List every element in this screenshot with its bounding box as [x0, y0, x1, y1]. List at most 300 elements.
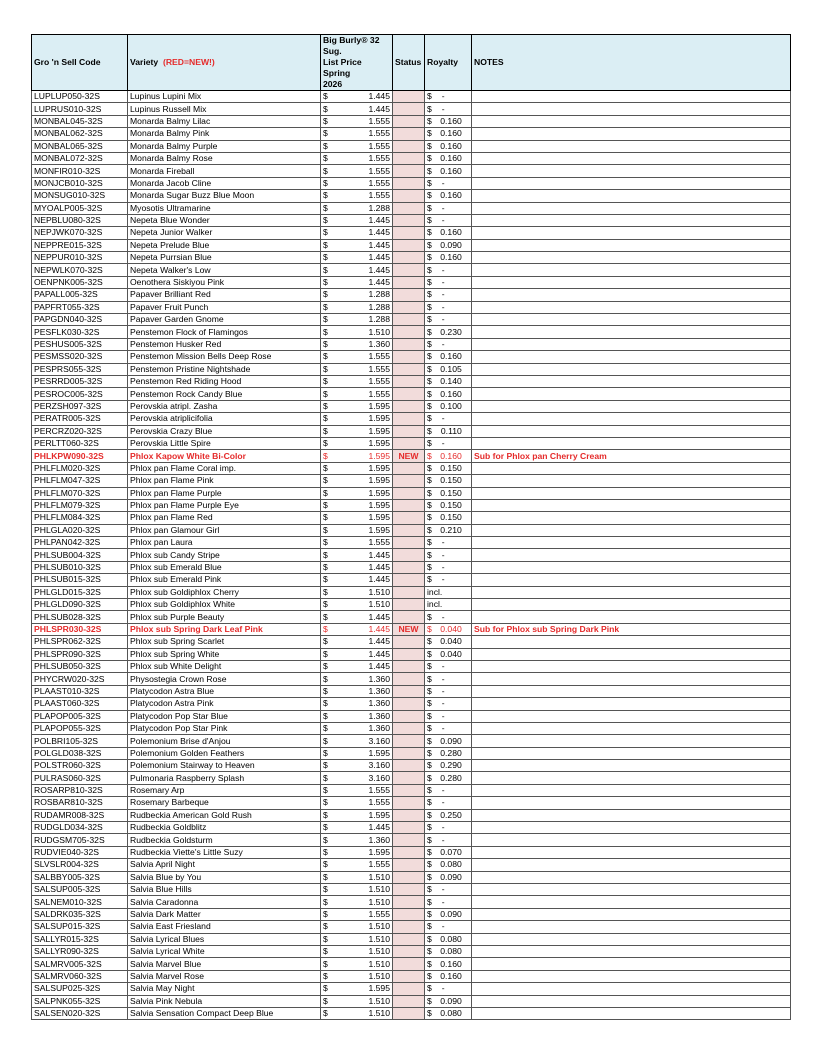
price-currency: $	[323, 946, 328, 957]
status-cell	[393, 140, 425, 152]
code-cell	[32, 537, 128, 549]
variety-text: Salvia May Night	[130, 983, 195, 994]
variety-cell	[128, 586, 321, 598]
code-cell	[32, 698, 128, 710]
price-cell	[321, 586, 393, 598]
code-cell	[32, 636, 128, 648]
code-cell	[32, 239, 128, 251]
royalty-cell	[425, 363, 472, 375]
variety-cell	[128, 772, 321, 784]
variety-text: Salvia Caradonna	[130, 896, 199, 907]
code-cell	[32, 264, 128, 276]
royalty-currency: $	[427, 252, 432, 263]
code-cell	[32, 561, 128, 573]
variety-cell	[128, 611, 321, 623]
variety-cell	[128, 660, 321, 672]
royalty-cell	[425, 561, 472, 573]
price-cell	[321, 648, 393, 660]
price-currency: $	[323, 500, 328, 511]
code-cell	[32, 648, 128, 660]
code-cell	[32, 214, 128, 226]
royalty-currency: $	[427, 834, 432, 845]
price-currency: $	[323, 462, 328, 473]
royalty-currency: $	[427, 549, 432, 560]
price-cell	[321, 970, 393, 982]
code-cell	[32, 945, 128, 957]
table-row	[32, 152, 791, 164]
price-cell	[321, 995, 393, 1007]
royalty-cell	[425, 239, 472, 251]
price-cell	[321, 921, 393, 933]
price-cell	[321, 896, 393, 908]
variety-cell	[128, 834, 321, 846]
notes-cell	[472, 784, 791, 796]
price-value: 1.510	[368, 933, 390, 944]
variety-cell	[128, 227, 321, 239]
code-cell	[32, 128, 128, 140]
price-currency: $	[323, 822, 328, 833]
notes-cell	[472, 859, 791, 871]
notes-cell	[472, 512, 791, 524]
status-cell	[393, 499, 425, 511]
notes-cell	[472, 227, 791, 239]
royalty-cell	[425, 202, 472, 214]
royalty-cell	[425, 264, 472, 276]
price-currency: $	[323, 450, 328, 461]
price-cell	[321, 822, 393, 834]
price-value: 1.445	[368, 91, 390, 102]
royalty-cell	[425, 970, 472, 982]
price-value: 1.595	[368, 475, 390, 486]
status-cell	[393, 995, 425, 1007]
royalty-cell	[425, 995, 472, 1007]
royalty-currency: $	[427, 140, 432, 151]
royalty-currency: $	[427, 500, 432, 511]
price-value: 1.595	[368, 462, 390, 473]
variety-text: Phlox sub Candy Stripe	[130, 549, 220, 560]
table-row	[32, 896, 791, 908]
price-value: 1.445	[368, 611, 390, 622]
royalty-currency: $	[427, 574, 432, 585]
royalty-cell	[425, 896, 472, 908]
price-currency: $	[323, 487, 328, 498]
royalty-cell	[425, 636, 472, 648]
table-row	[32, 314, 791, 326]
royalty-currency: $	[427, 946, 432, 957]
notes-cell	[472, 363, 791, 375]
variety-text: Oenothera Siskiyou Pink	[130, 277, 225, 288]
royalty-currency: $	[427, 859, 432, 870]
variety-text: Salvia Sensation Compact Deep Blue	[130, 1008, 274, 1019]
royalty-value: 0.210	[440, 524, 462, 535]
table-row	[32, 760, 791, 772]
notes-cell	[472, 252, 791, 264]
status-cell	[393, 400, 425, 412]
code-text: RUDGSM705-32S	[34, 834, 105, 845]
status-cell	[393, 884, 425, 896]
code-text: PAPFRT055-32S	[34, 301, 100, 312]
table-row	[32, 623, 791, 635]
code-text: NEPPUR010-32S	[34, 252, 103, 263]
notes-cell	[472, 400, 791, 412]
notes-cell	[472, 896, 791, 908]
variety-cell	[128, 363, 321, 375]
price-currency: $	[323, 400, 328, 411]
royalty-value: -	[441, 710, 445, 721]
royalty-currency: $	[427, 524, 432, 535]
code-cell	[32, 735, 128, 747]
notes-cell	[472, 908, 791, 920]
royalty-currency: $	[427, 103, 432, 114]
price-currency: $	[323, 723, 328, 734]
price-cell	[321, 152, 393, 164]
price-cell	[321, 983, 393, 995]
status-cell	[393, 586, 425, 598]
code-text: PHLKPW090-32S	[34, 450, 104, 461]
price-cell	[321, 623, 393, 635]
royalty-value: -	[441, 611, 445, 622]
notes-cell	[472, 152, 791, 164]
price-value: 1.360	[368, 673, 390, 684]
variety-text: Penstemon Rock Candy Blue	[130, 388, 243, 399]
variety-cell	[128, 896, 321, 908]
royalty-value: 0.160	[440, 115, 462, 126]
code-text: PESRRD005-32S	[34, 376, 103, 387]
royalty-value: 0.160	[440, 153, 462, 164]
code-cell	[32, 983, 128, 995]
notes-cell	[472, 970, 791, 982]
royalty-value: 0.090	[440, 239, 462, 250]
royalty-currency: $	[427, 450, 432, 461]
code-cell	[32, 722, 128, 734]
table-row	[32, 252, 791, 264]
price-value: 1.445	[368, 661, 390, 672]
price-cell	[321, 636, 393, 648]
royalty-value: -	[441, 661, 445, 672]
price-cell	[321, 91, 393, 103]
notes-cell	[472, 834, 791, 846]
royalty-currency: $	[427, 809, 432, 820]
royalty-value: -	[441, 202, 445, 213]
table-row	[32, 921, 791, 933]
royalty-value: -	[441, 264, 445, 275]
variety-cell	[128, 945, 321, 957]
status-cell	[393, 611, 425, 623]
code-cell	[32, 822, 128, 834]
price-value: 1.360	[368, 723, 390, 734]
status-cell	[393, 896, 425, 908]
status-cell	[393, 871, 425, 883]
royalty-currency: $	[427, 128, 432, 139]
price-currency: $	[323, 277, 328, 288]
code-text: PULRAS060-32S	[34, 772, 101, 783]
code-cell	[32, 970, 128, 982]
table-row	[32, 983, 791, 995]
code-cell	[32, 1007, 128, 1019]
table-row	[32, 784, 791, 796]
royalty-cell	[425, 784, 472, 796]
royalty-cell	[425, 549, 472, 561]
royalty-cell	[425, 958, 472, 970]
code-cell	[32, 809, 128, 821]
status-badge: NEW	[398, 623, 419, 634]
price-currency: $	[323, 970, 328, 981]
table-row	[32, 214, 791, 226]
price-value: 3.160	[368, 772, 390, 783]
table-row	[32, 239, 791, 251]
price-value: 1.360	[368, 339, 390, 349]
table-row	[32, 487, 791, 499]
variety-cell	[128, 128, 321, 140]
code-text: ROSARP810-32S	[34, 785, 103, 796]
variety-text: Nepeta Purrsian Blue	[130, 252, 212, 263]
price-value: 1.510	[368, 921, 390, 932]
royalty-cell	[425, 735, 472, 747]
royalty-currency: $	[427, 772, 432, 783]
variety-cell	[128, 747, 321, 759]
variety-text: Nepeta Blue Wonder	[130, 215, 210, 226]
code-text: PLAPOP005-32S	[34, 710, 101, 721]
notes-cell	[472, 822, 791, 834]
royalty-cell	[425, 351, 472, 363]
table-row	[32, 425, 791, 437]
table-row	[32, 475, 791, 487]
notes-cell	[472, 115, 791, 127]
royalty-value: 0.150	[440, 500, 462, 511]
code-text: PERCRZ020-32S	[34, 425, 102, 436]
royalty-cell	[425, 611, 472, 623]
royalty-currency: $	[427, 512, 432, 523]
variety-text: Penstemon Pristine Nightshade	[130, 363, 251, 374]
table-row	[32, 945, 791, 957]
variety-text: Papaver Brilliant Red	[130, 289, 211, 300]
price-currency: $	[323, 413, 328, 424]
royalty-currency: $	[427, 202, 432, 213]
royalty-currency: $	[427, 339, 432, 349]
price-currency: $	[323, 896, 328, 907]
variety-cell	[128, 636, 321, 648]
notes-cell	[472, 487, 791, 499]
royalty-currency: $	[427, 785, 432, 796]
notes-cell	[472, 177, 791, 189]
table-row	[32, 561, 791, 573]
royalty-value: 0.160	[440, 450, 462, 461]
price-cell	[321, 140, 393, 152]
price-value: 1.510	[368, 958, 390, 969]
price-currency: $	[323, 623, 328, 634]
price-value: 1.510	[368, 946, 390, 957]
royalty-value: 0.080	[440, 946, 462, 957]
royalty-value: -	[441, 785, 445, 796]
notes-cell	[472, 202, 791, 214]
variety-cell	[128, 599, 321, 611]
header-variety: Variety (RED=NEW!)	[128, 35, 321, 91]
code-cell	[32, 772, 128, 784]
royalty-value: 0.100	[440, 400, 462, 411]
variety-cell	[128, 983, 321, 995]
header-price: Big Burly® 32 Sug. List Price Spring 2026	[321, 35, 393, 91]
price-cell	[321, 685, 393, 697]
royalty-value: 0.290	[440, 760, 462, 771]
royalty-currency: $	[427, 239, 432, 250]
royalty-currency: $	[427, 908, 432, 919]
notes-cell	[472, 475, 791, 487]
variety-cell	[128, 165, 321, 177]
variety-text: Platycodon Pop Star Pink	[130, 723, 228, 734]
status-cell	[393, 958, 425, 970]
code-cell	[32, 549, 128, 561]
table-row	[32, 871, 791, 883]
royalty-cell	[425, 599, 472, 611]
notes-text: Sub for Phlox sub Spring Dark Pink	[474, 623, 620, 634]
price-cell	[321, 475, 393, 487]
status-cell	[393, 115, 425, 127]
variety-cell	[128, 462, 321, 474]
price-cell	[321, 128, 393, 140]
royalty-cell	[425, 437, 472, 449]
status-cell	[393, 152, 425, 164]
royalty-currency: $	[427, 822, 432, 833]
variety-text: Perovskia Crazy Blue	[130, 425, 213, 436]
variety-text: Rosemary Barbeque	[130, 797, 209, 808]
variety-text: Phlox pan Flame Red	[130, 512, 213, 523]
variety-cell	[128, 710, 321, 722]
royalty-currency: $	[427, 611, 432, 622]
price-cell	[321, 338, 393, 350]
status-cell	[393, 735, 425, 747]
royalty-currency: $	[427, 958, 432, 969]
variety-cell	[128, 623, 321, 635]
code-cell	[32, 152, 128, 164]
royalty-currency: $	[427, 215, 432, 226]
royalty-cell	[425, 338, 472, 350]
table-row	[32, 1007, 791, 1019]
price-value: 1.510	[368, 995, 390, 1006]
notes-cell	[472, 1007, 791, 1019]
code-text: PHLFLM020-32S	[34, 462, 101, 473]
code-text: OENPNK005-32S	[34, 277, 103, 288]
code-text: RUDAMR008-32S	[34, 809, 105, 820]
code-cell	[32, 524, 128, 536]
price-currency: $	[323, 227, 328, 238]
table-row	[32, 264, 791, 276]
variety-text: Phlox sub Goldiphlox White	[130, 599, 236, 610]
code-cell	[32, 797, 128, 809]
price-value: 1.360	[368, 710, 390, 721]
variety-text: Salvia Lyrical White	[130, 946, 205, 957]
price-currency: $	[323, 735, 328, 746]
status-cell	[393, 437, 425, 449]
price-cell	[321, 190, 393, 202]
variety-text: Monarda Fireball	[130, 165, 195, 176]
code-text: PERZSH097-32S	[34, 400, 102, 411]
royalty-currency: $	[427, 190, 432, 201]
code-text: PHLGLD015-32S	[34, 586, 101, 597]
variety-cell	[128, 859, 321, 871]
code-cell	[32, 611, 128, 623]
status-cell	[393, 921, 425, 933]
royalty-cell	[425, 177, 472, 189]
royalty-currency: $	[427, 91, 432, 102]
table-row	[32, 747, 791, 759]
code-text: SALMRV060-32S	[34, 970, 102, 981]
code-cell	[32, 314, 128, 326]
variety-text: Monarda Balmy Purple	[130, 140, 218, 151]
price-value: 1.360	[368, 834, 390, 845]
notes-cell	[472, 846, 791, 858]
code-text: RUDGLD034-32S	[34, 822, 103, 833]
notes-cell	[472, 140, 791, 152]
status-cell	[393, 177, 425, 189]
variety-text: Phlox sub Goldiphlox Cherry	[130, 586, 239, 597]
price-currency: $	[323, 524, 328, 535]
variety-text: Phlox pan Flame Coral imp.	[130, 462, 237, 473]
royalty-cell	[425, 884, 472, 896]
status-cell	[393, 1007, 425, 1019]
variety-text: Rudbeckia American Gold Rush	[130, 809, 252, 820]
royalty-cell	[425, 908, 472, 920]
variety-cell	[128, 809, 321, 821]
code-cell	[32, 685, 128, 697]
code-cell	[32, 425, 128, 437]
status-cell	[393, 574, 425, 586]
code-text: PHLSUB010-32S	[34, 562, 101, 573]
variety-text: Phlox sub White Delight	[130, 661, 222, 672]
status-cell	[393, 623, 425, 635]
royalty-currency: $	[427, 747, 432, 758]
variety-cell	[128, 326, 321, 338]
notes-cell	[472, 660, 791, 672]
price-value: 1.595	[368, 450, 390, 461]
code-text: PHLFLM084-32S	[34, 512, 101, 523]
table-row	[32, 636, 791, 648]
price-cell	[321, 859, 393, 871]
variety-cell	[128, 314, 321, 326]
code-cell	[32, 177, 128, 189]
price-cell	[321, 958, 393, 970]
notes-cell	[472, 747, 791, 759]
price-cell	[321, 574, 393, 586]
variety-cell	[128, 425, 321, 437]
variety-cell	[128, 301, 321, 313]
table-row	[32, 574, 791, 586]
royalty-cell	[425, 450, 472, 462]
price-value: 1.445	[368, 636, 390, 647]
price-cell	[321, 549, 393, 561]
price-currency: $	[323, 785, 328, 796]
status-cell	[393, 945, 425, 957]
price-cell	[321, 103, 393, 115]
price-value: 1.510	[368, 884, 390, 895]
variety-text: Lupinus Lupini Mix	[130, 91, 202, 102]
code-text: NEPJWK070-32S	[34, 227, 103, 238]
royalty-cell	[425, 462, 472, 474]
notes-cell	[472, 698, 791, 710]
notes-cell	[472, 276, 791, 288]
table-row	[32, 437, 791, 449]
royalty-cell	[425, 722, 472, 734]
price-cell	[321, 239, 393, 251]
code-text: PHLGLD090-32S	[34, 599, 101, 610]
royalty-currency: $	[427, 301, 432, 312]
code-text: MONBAL065-32S	[34, 140, 103, 151]
code-cell	[32, 338, 128, 350]
notes-cell	[472, 264, 791, 276]
price-value: 1.555	[368, 115, 390, 126]
status-cell	[393, 314, 425, 326]
variety-text: Phlox sub Spring White	[130, 648, 220, 659]
price-cell	[321, 945, 393, 957]
